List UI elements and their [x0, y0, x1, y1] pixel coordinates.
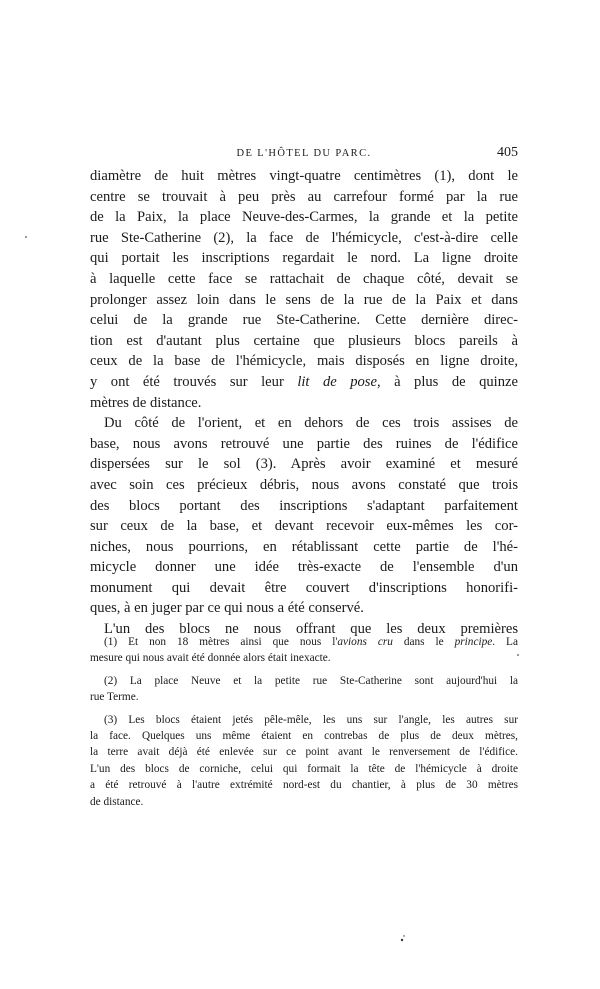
page-number: 405 [497, 145, 518, 160]
footnote-2 [90, 673, 518, 706]
body-text [90, 166, 518, 640]
footnote-line: la terre avait déjà été enlevée sur ce point avant le renversement de l'édifice. [90, 746, 518, 759]
paragraph-2 [90, 413, 518, 619]
text-segment: (1) Et non 18 mètres ainsi que nous l' [104, 636, 338, 648]
footnote-line: L'un des blocs de corniche, celui qui formait la tête de l'hémicycle à droite [90, 762, 518, 775]
footnote-line: (3) Les blocs étaient jetés pêle-mêle, les uns sur l'angle, les autres sur [104, 713, 518, 726]
ink-speck [403, 935, 404, 936]
text-segment: , à plus de quinze [376, 373, 518, 390]
text-segment: dans le [392, 636, 455, 648]
text-line: Du côté de l'orient, et en dehors de ces trois assises de [104, 415, 518, 432]
running-head [90, 145, 518, 164]
footnote-line [90, 634, 518, 650]
text-line: niches, nous pourrions, en rétablissant cette partie de l'hé- [90, 538, 518, 555]
text-line: mètres de distance. [90, 394, 202, 411]
text-line: à laquelle cette face se rattachait de chaque côté, devait se [90, 270, 518, 287]
text-line: base, nous avons retrouvé une partie des ruines de l'édifice [90, 435, 518, 452]
italic-phrase: avions cru [337, 636, 393, 648]
ink-speck [401, 939, 403, 941]
footnote-line: rue Terme. [90, 691, 139, 704]
text-segment: . La [492, 636, 518, 648]
footnote-line: (2) La place Neuve et la petite rue Ste-Catherine sont aujourd'hui la [104, 674, 518, 687]
text-line: micycle donner une idée très-exacte de l'ensemble d'un [90, 559, 518, 576]
running-title: DE L'HÔTEL DU PARC. [236, 148, 372, 159]
text-line: L'un des blocs ne nous offrant que les deux premières [104, 621, 518, 638]
ink-speck [25, 236, 27, 238]
text-line: diamètre de huit mètres vingt-quatre centimètres (1), dont le [90, 168, 518, 184]
text-line: dispersées sur le sol (3). Après avoir examiné et mesuré [90, 456, 518, 473]
text-line-with-italic [90, 372, 518, 393]
text-line: tion est d'autant plus certaine que plusieurs blocs pareils à [90, 332, 518, 349]
footnote-1 [90, 634, 518, 667]
footnotes [90, 634, 518, 810]
footnote-line: de distance. [90, 795, 144, 808]
text-line: sur ceux de la base, et devant recevoir eux-mêmes les cor- [90, 518, 518, 535]
text-line: centre se trouvait à peu près au carrefour formé par la rue [90, 188, 518, 205]
footnote-line: mesure qui nous avait été donnée alors était inexacte. [90, 652, 331, 665]
text-line: des blocs portant des inscriptions s'adaptant parfaitement [90, 497, 518, 514]
text-line: avec soin ces précieux débris, nous avons constaté que trois [90, 476, 518, 493]
footnote-line: la face. Quelques uns même étaient en contrebas de plus de deux mètres, [90, 729, 518, 742]
text-line: ceux de la base de l'hémicycle, mais disposés en ligne droite, [90, 353, 518, 370]
footnote-line: a été retrouvé à l'autre extrémité nord-est du chantier, à plus de 30 mètres [90, 779, 518, 792]
footnote-3 [90, 712, 518, 810]
text-line: de la Paix, la place Neuve-des-Carmes, la grande et la petite [90, 209, 518, 226]
text-segment: y ont été trouvés sur leur [90, 373, 284, 390]
text-line: monument qui devait être couvert d'inscriptions honorifi- [90, 579, 518, 596]
text-line: celui de la grande rue Ste-Catherine. Cette dernière direc- [90, 312, 518, 329]
italic-phrase: lit de pose [297, 373, 377, 390]
text-line: rue Ste-Catherine (2), la face de l'hémicycle, c'est-à-dire celle [90, 229, 518, 246]
text-line: qui portait les inscriptions regardait le nord. La ligne droite [90, 250, 518, 267]
text-line: prolonger assez loin dans le sens de la rue de la Paix et dans [90, 291, 518, 308]
italic-phrase: principe [454, 636, 493, 648]
paragraph-1 [90, 166, 518, 413]
text-line: ques, à en juger par ce qui nous a été conservé. [90, 600, 364, 617]
